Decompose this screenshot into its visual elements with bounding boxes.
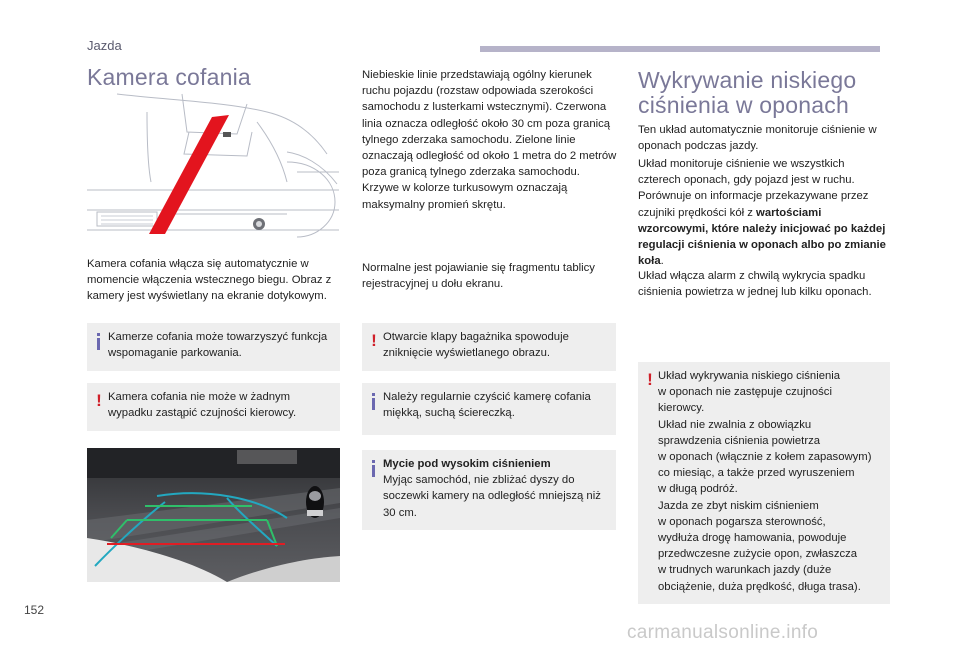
tpms-intro: Ten układ automatycznie monitoruje ciśnienie w oponach podczas jazdy.: [638, 124, 877, 153]
warning-line: Jazda ze zbyt niskim ciśnieniem: [658, 499, 819, 512]
warning-icon: !: [96, 391, 102, 410]
watermark: carmanualsonline.info: [627, 622, 819, 643]
note-parking-assist: [87, 323, 340, 371]
warning-line: przedwczesne zużycie opon, zwłaszcza: [658, 548, 858, 561]
warning-driver-attention: [87, 383, 340, 431]
warning-line: Układ nie zwalnia z obowiązku: [658, 418, 812, 431]
section-label: Jazda: [87, 38, 122, 53]
tpms-title: [638, 68, 856, 118]
info-icon: [370, 460, 378, 476]
page-number: 152: [24, 603, 45, 617]
tpms-title-line2: ciśnienia w oponach: [638, 92, 849, 118]
warning-tailgate: [362, 323, 616, 371]
note-text: Kamerze cofania może towarzyszyć funkcja wspomaganie parkowania.: [108, 331, 328, 360]
info-icon: [95, 333, 103, 349]
warning-line: w oponach (włącznie z kołem zapasowym): [658, 451, 872, 464]
note-high-pressure-wash: [362, 450, 616, 530]
info-icon: [370, 393, 378, 409]
warning-line: w oponach nie zastępuje czujności: [658, 386, 832, 399]
warning-tpms: [638, 362, 890, 604]
warning-text: Otwarcie klapy bagażnika spowoduje zniknięcie wyświetlanego obrazu.: [383, 331, 569, 360]
note-cleaning: [362, 383, 616, 435]
warning-icon: !: [647, 370, 653, 389]
warning-line: kierowcy.: [658, 402, 705, 415]
tpms-description-bold: wartościami wzorcowymi, które należy inicjować po każdej regulacji ciśnienia w oponach albo po zmianie koła: [638, 206, 886, 268]
camera-view-image: [87, 448, 340, 582]
warning-line: sprawdzenia ciśnienia powietrza: [658, 434, 821, 447]
warning-line: wydłuża drogę hamowania, powoduje: [658, 532, 847, 545]
guide-lines-description: Niebieskie linie przedstawiają ogólny kierunek ruchu pojazdu (rozstaw odpowiada szerokości samochodu z lusterkami wstecznymi). Czerwona linia oznacza odległość około 30 cm poza granicą tylnego zderzaka samochodu. Zielone linie oznaczają odległość od około 1 metra do 2 metrów poza granicą tylnego zderzaka samochodu. Krzywe w kolorze turkusowym oznaczają maksymalny promień skrętu.: [362, 69, 617, 211]
warning-line: w długą podróż.: [658, 483, 738, 496]
warning-line: Układ wykrywania niskiego ciśnienia: [658, 370, 841, 382]
tpms-description: [638, 156, 890, 269]
warning-line: w oponach pogarsza sterowność,: [658, 515, 826, 528]
tpms-description-start: Układ monitoruje ciśnienie we wszystkich czterech oponach, gdy pojazd jest w ruchu. Porównuje on informacje przekazywane przez czujniki prędkości kół z: [638, 158, 869, 219]
note-title: Mycie pod wysokim ciśnieniem: [383, 458, 551, 470]
warning-line: w trudnych warunkach jazdy (duże: [658, 564, 832, 577]
tpms-alarm-text: Układ włącza alarm z chwilą wykrycia spadku ciśnienia powietrza w jednej lub kilku oponach.: [638, 270, 872, 299]
header-bar: [480, 46, 880, 52]
rear-camera-illustration: [87, 92, 340, 242]
warning-line: obciążenie, duża prędkość, długa trasa).: [658, 580, 861, 593]
tpms-description-end: .: [660, 255, 664, 268]
warning-line: co miesiąc, a także przed wyruszeniem: [658, 467, 855, 480]
warning-text: Kamera cofania nie może w żadnym wypadku zastąpić czujności kierowcy.: [108, 391, 297, 420]
camera-intro: Kamera cofania włącza się automatycznie w momencie włączenia wstecznego biegu. Obraz z kamery jest wyświetlany na ekranie dotykowym.: [87, 258, 332, 303]
warning-icon: !: [371, 331, 377, 350]
tpms-title-line1: Wykrywanie niskiego: [638, 67, 857, 93]
note-text: Należy regularnie czyścić kamerę cofania miękką, suchą ściereczką.: [383, 391, 591, 420]
note-text: Myjąc samochód, nie zbliżać dyszy do soczewki kamery na odległość mniejszą niż 30 cm.: [383, 474, 601, 519]
license-plate-note: Normalne jest pojawianie się fragmentu tablicy rejestracyjnej u dołu ekranu.: [362, 262, 595, 291]
camera-title: Kamera cofania: [87, 64, 251, 90]
